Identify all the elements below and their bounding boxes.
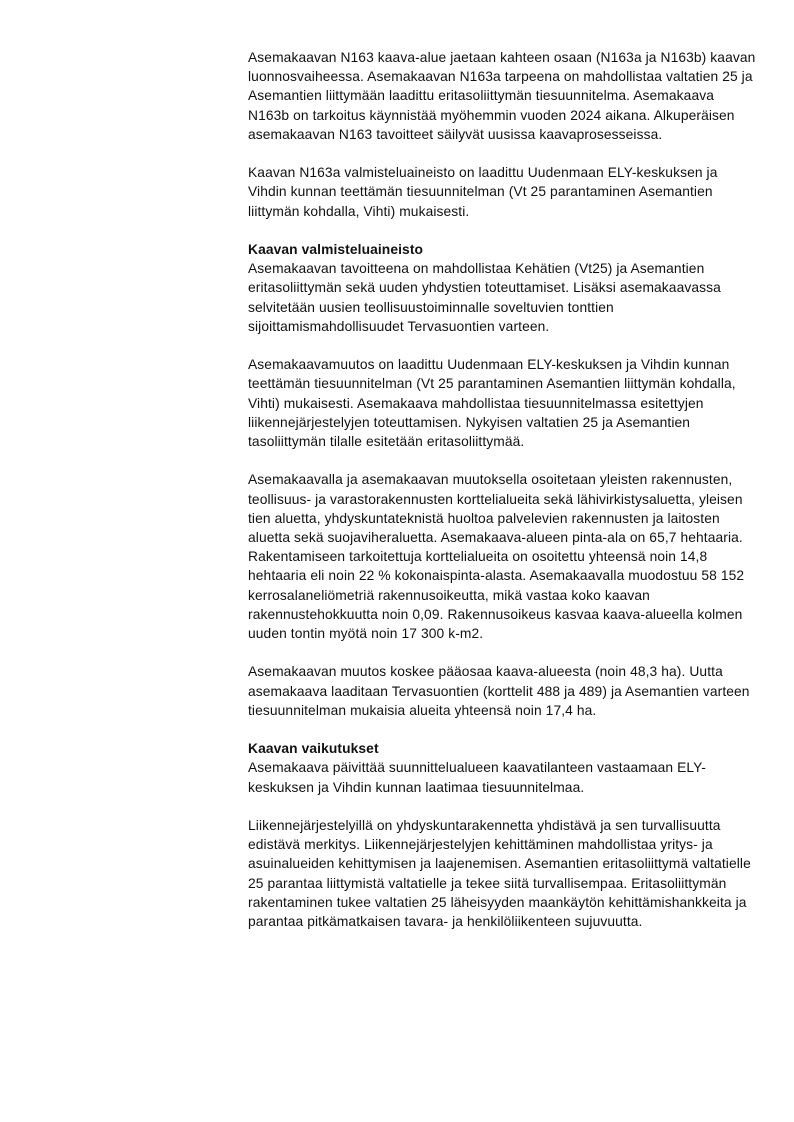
paragraph-impact-traffic: Liikennejärjestelyillä on yhdyskuntarakennetta yhdistävä ja sen turvallisuutta edistävä merkitys. Liikennejärjestelyjen kehittäminen mahdollistaa yritys- ja asuinalueiden kehittymisen ja laajenemisen. Asemantien eritasoliittymä valtatielle 25 parantaa liittymistä valtatielle ja tekee siitä turvallisempaa. Eritasoliittymän rakentaminen tukee valtatien 25 läheisyyden maankäytön kehittämishankkeita ja parantaa pitkämatkaisen tavara- ja henkilöliikenteen sujuvuutta. xyxy=(248,818,751,930)
paragraph-plan-change-extent: Asemakaavan muutos koskee pääosaa kaava-alueesta (noin 48,3 ha). Uutta asemakaava laaditaan Tervasuontien (korttelit 488 ja 489) ja Asemantien varteen tiesuunnitelman mukaisia alueita yhteensä noin 17,4 ha. xyxy=(248,664,750,718)
paragraph-plan-goals: Asemakaavan tavoitteena on mahdollistaa Kehätien (Vt25) ja Asemantien eritasoliittymän sekä uuden yhdystien toteuttamiset. Lisäksi asemakaavassa selvitetään uusien teollisuustoiminnalle soveltuvien tonttien sijoittamismahdollisuudet Tervasuontien varteen. xyxy=(248,261,721,334)
section-heading-kaavan-vaikutukset: Kaavan vaikutukset xyxy=(248,741,379,757)
paragraph-plan-change-basis: Asemakaavamuutos on laadittu Uudenmaan ELY-keskuksen ja Vihdin kunnan teettämän tiesuunnitelman (Vt 25 parantaminen Asemantien liittymän kohdalla, Vihti) mukaisesti. Asemakaava mahdollistaa tiesuunnitelmassa esitettyjen liikennejärjestelyjen toteuttamisen. Nykyisen valtatien 25 ja Asemantien tasoliittymän tilalle esitetään eritasoliittymää. xyxy=(248,357,736,450)
paragraph-preparation-material-basis: Kaavan N163a valmisteluaineisto on laadittu Uudenmaan ELY-keskuksen ja Vihdin kunnan teettämän tiesuunnitelman (Vt 25 parantaminen Asemantien liittymän kohdalla, Vihti) mukaisesti. xyxy=(248,165,718,219)
paragraph-plan-split-intro: Asemakaavan N163 kaava-alue jaetaan kahteen osaan (N163a ja N163b) kaavan luonnosvaiheessa. Asemakaavan N163a tarpeena on mahdollistaa valtatien 25 ja Asemantien liittymään laadittu eritasoliittymän tiesuunnitelma. Asemakaava N163b on tarkoitus käynnistää myöhemmin vuoden 2024 aikana. Alkuperäisen asemakaavan N163 tavoitteet säilyvät uusissa kaavaprosesseissa. xyxy=(248,50,756,142)
section-heading-kaavan-valmisteluaineisto: Kaavan valmisteluaineisto xyxy=(248,242,424,257)
paragraph-impact-update: Asemakaava päivittää suunnittelualueen kaavatilanteen vastaamaan ELY-keskuksen ja Vihdin kunnan laatimaa tiesuunnitelmaa. xyxy=(248,760,706,795)
text-column xyxy=(248,48,758,950)
paragraph-plan-areas-and-figures: Asemakaavalla ja asemakaavan muutoksella osoitetaan yleisten rakennusten, teollisuus- ja varastorakennusten korttelialueita sekä lähivirkistysaluetta, yleisen tien aluetta, yhdyskuntateknistä huoltoa palvelevien rakennusten ja laitosten aluetta sekä suojaviheraluetta. Asemakaava-alueen pinta-ala on 65,7 hehtaaria. Rakentamiseen tarkoitettuja korttelialueita on osoitettu yhteensä noin 14,8 hehtaaria eli noin 22 % kokonaispinta-alasta. Asemakaavalla muodostuu 58 152 kerrosalaneliömetriä rakennusoikeutta, mikä vastaa koko kaavan rakennustehokkuutta noin 0,09. Rakennusoikeus kasvaa kaava-alueella kolmen uuden tontin myötä noin 17 300 k-m2. xyxy=(248,472,745,642)
